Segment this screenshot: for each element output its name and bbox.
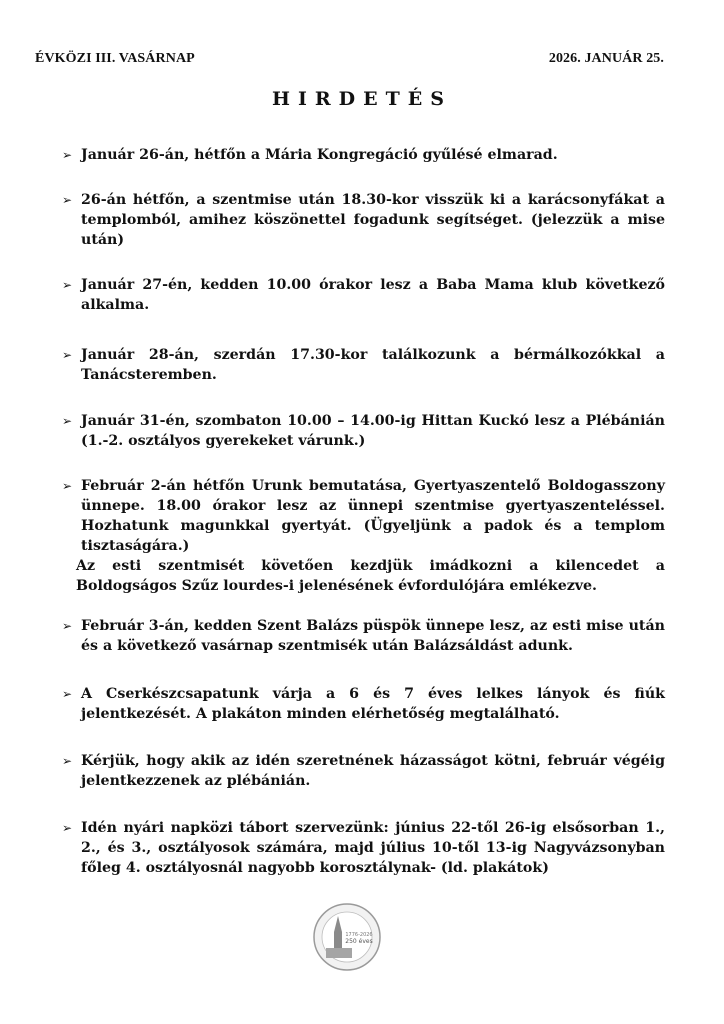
announcement-text: Február 2-án hétfőn Urunk bemutatása, Gyertyaszentelő Boldogasszony ünnepe. 18.00 órakor lesz az ünnepi szentmise gyertyaszenteléssel. Hozhatunk magunkkal gyertyát. (Ügyeljünk a padok és a templom tisztaságára.) [81,478,665,554]
announcement-text: Idén nyári napközi tábort szervezünk: június 22-től 26-ig elsősorban 1., 2., és 3., osztályosok számára, majd július 10-től 13-ig Nagyvázsonyban főleg 4. osztályosnál nagyobb korosztálynak- (ld. plakátok) [81,820,665,876]
announcement-text: 26-án hétfőn, a szentmise után 18.30-kor visszük ki a karácsonyfákat a templomból, amihez köszönettel fogadunk segítséget. (jelezzük a mise után) [81,192,665,248]
announcement-item [62,684,665,724]
arrowhead-bullet-icon: ➢ [62,619,73,633]
announcement-item [62,476,665,596]
page-title: HIRDETÉS [272,88,452,110]
announcement-text: Január 28-án, szerdán 17.30-kor találkozunk a bérmálkozókkal a Tanácsteremben. [81,347,665,383]
announcement-item [62,818,665,878]
arrowhead-bullet-icon: ➢ [62,348,73,362]
parish-seal-logo-icon [312,902,382,972]
arrowhead-bullet-icon: ➢ [62,754,73,768]
announcement-item [62,145,665,165]
announcement-extra-text: Az esti szentmisét követően kezdjük imádkozni a kilencedet a Boldogságos Szűz lourdes-i jelenésének évfordulójára emlékezve. [76,558,665,594]
announcement-item [62,275,665,315]
arrowhead-bullet-icon: ➢ [62,148,73,162]
arrowhead-bullet-icon: ➢ [62,821,73,835]
announcement-text: Január 27-én, kedden 10.00 órakor lesz a Baba Mama klub következő alkalma. [81,277,665,313]
announcement-text: Január 26-án, hétfőn a Mária Kongregáció gyűlésé elmarad. [81,147,558,163]
seal-label: 250 éves [345,938,373,945]
announcement-text: Február 3-án, kedden Szent Balázs püspök ünnepe lesz, az esti mise után és a következő vasárnap szentmisék után Balázsáldást adunk. [81,618,665,654]
liturgical-day: ÉVKÖZI III. VASÁRNAP [35,51,195,66]
announcement-text: Kérjük, hogy akik az idén szeretnének házasságot kötni, február végéig jelentkezzenek az plébánián. [81,753,665,789]
announcement-item [62,751,665,791]
announcement-item [62,190,665,250]
arrowhead-bullet-icon: ➢ [62,193,73,207]
announcement-item [62,411,665,451]
arrowhead-bullet-icon: ➢ [62,278,73,292]
announcement-item [62,345,665,385]
announcement-item [62,616,665,656]
announcement-text: Január 31-én, szombaton 10.00 – 14.00-ig Hittan Kuckó lesz a Plébánián (1.-2. osztályos gyerekeket várunk.) [81,413,665,449]
arrowhead-bullet-icon: ➢ [62,414,73,428]
seal-years: 1776-2026 [345,932,373,938]
date: 2026. JANUÁR 25. [548,51,664,66]
arrowhead-bullet-icon: ➢ [62,687,73,701]
arrowhead-bullet-icon: ➢ [62,479,73,493]
announcement-text: A Cserkészcsapatunk várja a 6 és 7 éves lelkes lányok és fiúk jelentkezését. A plakáton minden elérhetőség megtalálható. [81,686,665,722]
